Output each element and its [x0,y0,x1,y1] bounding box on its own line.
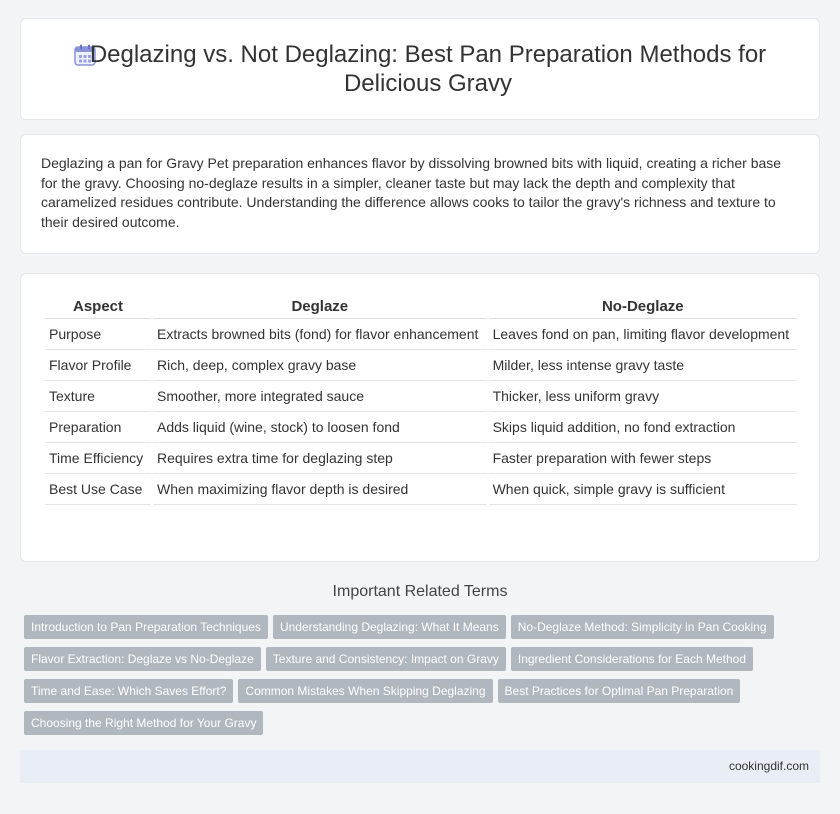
table-row [45,443,797,474]
table-row [45,350,797,381]
aspect-cell: Time Efficiency [45,443,151,474]
header-no-deglaze: No-Deglaze [489,292,797,319]
footer-site[interactable]: cookingdif.com [728,759,809,773]
related-term-tag[interactable]: Ingredient Considerations for Each Method [511,647,753,671]
table-header-row [45,292,797,319]
intro-card [20,134,820,254]
no-deglaze-cell: Leaves fond on pan, limiting flavor development [489,319,797,350]
intro-text: Deglazing a pan for Gravy Pet preparation enhances flavor by dissolving browned bits with liquid, creating a richer base for the gravy. Choosing no-deglaze results in a simpler, cleaner taste but may lack the depth and complexity that caramelized residues contribute. Understanding the difference allows cooks to tailor the gravy's richness and texture to their desired outcome. [41,155,782,230]
table-row [45,381,797,412]
header-aspect: Aspect [45,292,151,319]
footer [20,750,820,783]
related-term-tag[interactable]: Introduction to Pan Preparation Techniques [24,615,268,639]
comparison-card [20,273,820,562]
no-deglaze-cell: Thicker, less uniform gravy [489,381,797,412]
table-row [45,412,797,443]
related-term-tag[interactable]: Flavor Extraction: Deglaze vs No-Deglaze [24,647,261,671]
deglaze-cell: Adds liquid (wine, stock) to loosen fond [153,412,487,443]
comparison-table [43,292,799,505]
aspect-cell: Best Use Case [45,474,151,505]
page-title: Deglazing vs. Not Deglazing: Best Pan Preparation Methods for Delicious Gravy [89,41,767,97]
no-deglaze-cell: Milder, less intense gravy taste [489,350,797,381]
aspect-cell: Purpose [45,319,151,350]
deglaze-cell: Rich, deep, complex gravy base [153,350,487,381]
no-deglaze-cell: Faster preparation with fewer steps [489,443,797,474]
deglaze-cell: Smoother, more integrated sauce [153,381,487,412]
aspect-cell: Flavor Profile [45,350,151,381]
related-term-tag[interactable]: Common Mistakes When Skipping Deglazing [238,679,492,703]
related-term-tag[interactable]: Time and Ease: Which Saves Effort? [24,679,233,703]
related-term-tag[interactable]: Best Practices for Optimal Pan Preparation [498,679,741,703]
deglaze-cell: Extracts browned bits (fond) for flavor enhancement [153,319,487,350]
header-deglaze: Deglaze [153,292,487,319]
aspect-cell: Preparation [45,412,151,443]
related-term-tag[interactable]: Understanding Deglazing: What It Means [273,615,506,639]
table-row [45,474,797,505]
related-terms-list [24,615,824,743]
table-row [45,319,797,350]
related-term-tag[interactable]: Texture and Consistency: Impact on Gravy [266,647,506,671]
header-card [20,18,820,120]
deglaze-cell: When maximizing flavor depth is desired [153,474,487,505]
related-term-tag[interactable]: No-Deglaze Method: Simplicity in Pan Cooking [511,615,774,639]
related-term-tag[interactable]: Choosing the Right Method for Your Gravy [24,711,263,735]
no-deglaze-cell: When quick, simple gravy is sufficient [489,474,797,505]
related-terms-title: Important Related Terms [332,583,508,600]
aspect-cell: Texture [45,381,151,412]
no-deglaze-cell: Skips liquid addition, no fond extraction [489,412,797,443]
deglaze-cell: Requires extra time for deglazing step [153,443,487,474]
